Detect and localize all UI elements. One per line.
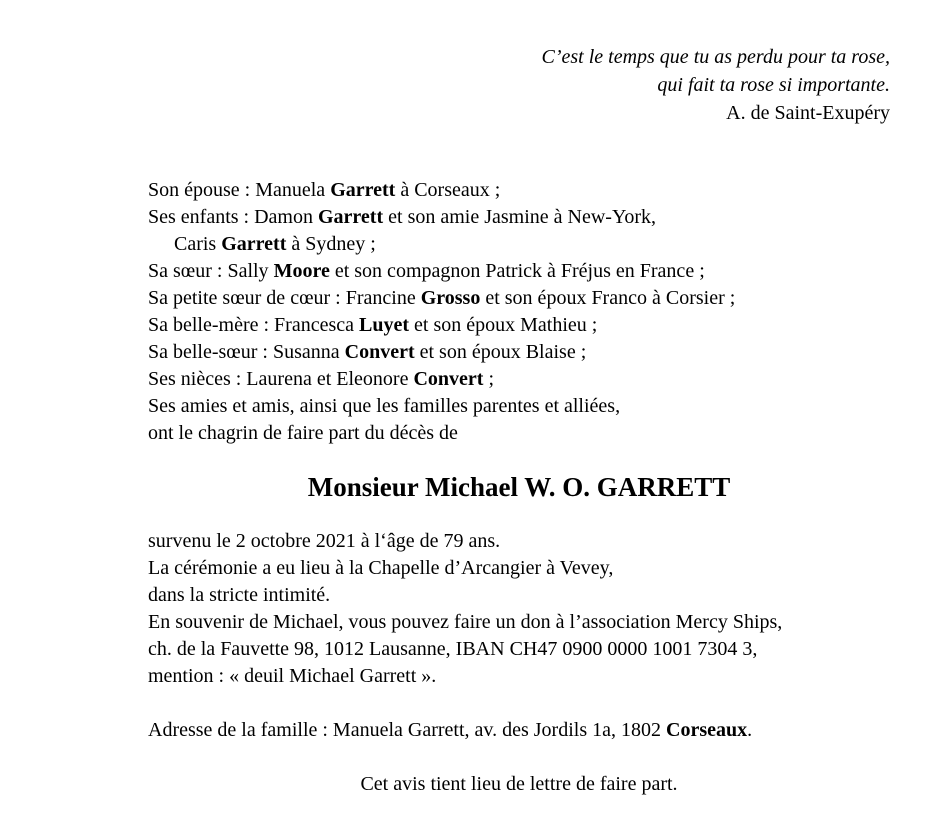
family-line-text: Ses nièces : Laurena et Eleonore: [148, 368, 414, 390]
family-line-text: et son époux Franco à Corsier ;: [480, 287, 736, 309]
family-line-text: Sa sœur : Sally: [148, 260, 274, 282]
family-surname-bold: Grosso: [420, 287, 481, 309]
family-line-text: Sa petite sœur de cœur : Francine: [148, 287, 421, 309]
family-surname-bold: Garrett: [221, 233, 287, 255]
family-line-mother-in-law: [148, 312, 890, 339]
family-line-text: à Corseaux ;: [395, 179, 501, 201]
family-line-spouse: [148, 177, 890, 204]
detail-line-privacy: dans la stricte intimité.: [148, 584, 331, 606]
family-line-text: Son épouse : Manuela: [148, 179, 331, 201]
family-line-text: Ses amies et amis, ainsi que les familles parentes et alliées,: [148, 395, 621, 417]
family-line-children: [148, 204, 890, 231]
family-surname-bold: Garrett: [330, 179, 396, 201]
family-surname-bold: Convert: [344, 341, 415, 363]
family-line-text: Sa belle-sœur : Susanna: [148, 341, 345, 363]
address-text: .: [747, 719, 753, 741]
family-line-text: ;: [483, 368, 494, 390]
family-line-children-2: [148, 231, 890, 258]
detail-line-donation: En souvenir de Michael, vous pouvez faire un don à l’association Mercy Ships,: [148, 611, 783, 633]
quote-line-2: qui fait ta rose si importante.: [657, 74, 890, 96]
family-surname-bold: Luyet: [359, 314, 410, 336]
family-line-heart-sister: [148, 285, 890, 312]
detail-line-death-date: survenu le 2 octobre 2021 à l‘âge de 79 ans.: [148, 530, 501, 552]
family-line-text: à Sydney ;: [286, 233, 376, 255]
family-address: [148, 717, 890, 744]
family-line-sister-in-law: [148, 339, 890, 366]
family-line-sister: [148, 258, 890, 285]
detail-line-iban: ch. de la Fauvette 98, 1012 Lausanne, IBAN CH47 0900 0000 1001 7304 3,: [148, 638, 758, 660]
ceremony-details: [148, 528, 890, 690]
quote-attribution: A. de Saint-Exupéry: [726, 102, 890, 124]
deceased-name-title: Monsieur Michael W. O. GARRETT: [307, 472, 731, 502]
family-line-text: et son compagnon Patrick à Fréjus en France ;: [329, 260, 705, 282]
family-line-text: Sa belle-mère : Francesca: [148, 314, 360, 336]
family-surname-bold: Garrett: [317, 206, 384, 228]
family-list: [148, 177, 890, 447]
detail-line-mention: mention : « deuil Michael Garrett ».: [148, 665, 437, 687]
address-city-bold: Corseaux: [666, 719, 748, 741]
detail-line-ceremony-place: La cérémonie a eu lieu à la Chapelle d’Arcangier à Vevey,: [148, 557, 614, 579]
quote-block: [148, 0, 890, 127]
family-line-friends: [148, 393, 890, 420]
obituary-notice: [148, 0, 890, 798]
closing-note: Cet avis tient lieu de lettre de faire part.: [360, 773, 678, 795]
family-line-announcement: [148, 420, 890, 447]
family-line-text: Ses enfants : Damon: [148, 206, 318, 228]
family-line-text: et son époux Blaise ;: [414, 341, 587, 363]
family-surname-bold: Convert: [413, 368, 484, 390]
family-line-nieces: [148, 366, 890, 393]
family-line-text: et son époux Mathieu ;: [409, 314, 598, 336]
family-line-text: Caris: [174, 233, 222, 255]
family-line-text: et son amie Jasmine à New-York,: [383, 206, 657, 228]
address-text: Adresse de la famille : Manuela Garrett, av. des Jordils 1a, 1802: [148, 719, 666, 741]
family-line-text: ont le chagrin de faire part du décès de: [148, 422, 458, 444]
quote-line-1: C’est le temps que tu as perdu pour ta rose,: [541, 46, 890, 68]
family-surname-bold: Moore: [273, 260, 330, 282]
